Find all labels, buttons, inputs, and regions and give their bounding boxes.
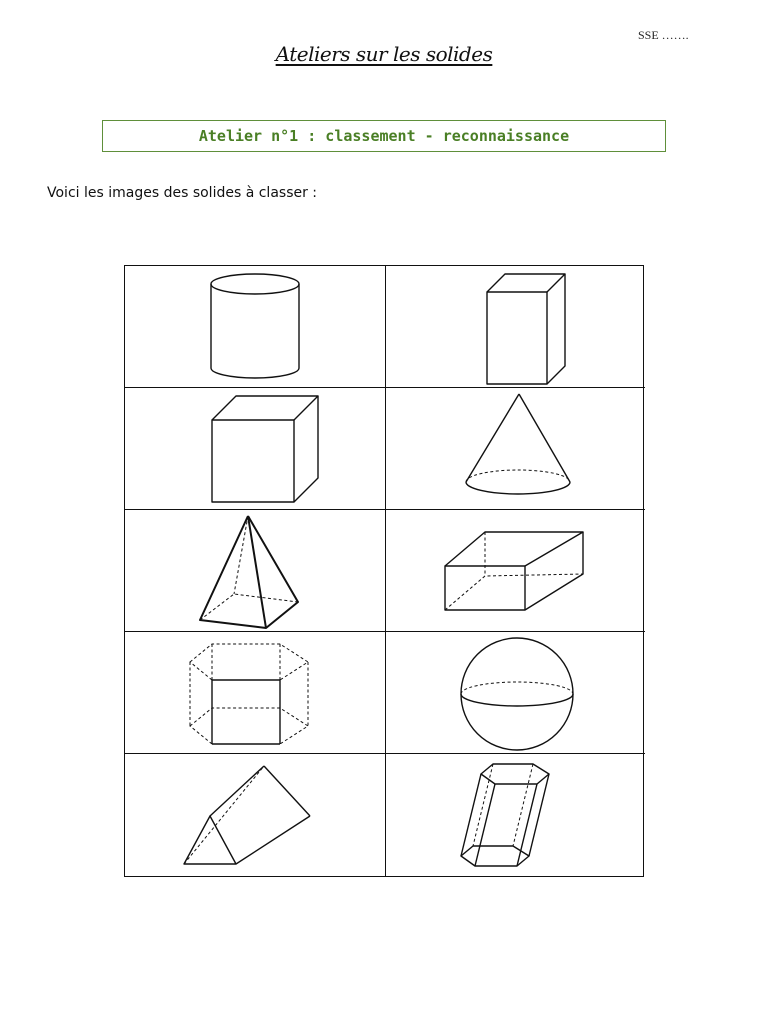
- triangular-prism-icon: [180, 756, 330, 874]
- cone-icon: [441, 390, 591, 508]
- solid-cell: [125, 388, 386, 510]
- solid-cell: [386, 266, 645, 388]
- solid-cell: [125, 510, 386, 632]
- cylinder-icon: [180, 268, 330, 386]
- solids-table: [124, 265, 644, 877]
- solid-cell: [386, 510, 645, 632]
- sse-label: SSE …….: [638, 28, 689, 42]
- atelier-title-box: [102, 120, 666, 152]
- rectangular-prism-flat-icon: [441, 512, 591, 630]
- oblique-hexagonal-prism-icon: [441, 756, 591, 874]
- sphere-icon: [441, 634, 591, 752]
- rectangular-prism-tall-icon: [441, 268, 591, 386]
- cube-icon: [180, 390, 330, 508]
- solid-cell: [125, 266, 386, 388]
- solid-cell: [125, 754, 386, 876]
- solid-cell: [125, 632, 386, 754]
- hexagonal-prism-icon: [180, 634, 330, 752]
- intro-text: Voici les images des solides à classer :: [47, 185, 318, 201]
- atelier-title: Atelier n°1 : classement - reconnaissance: [198, 127, 570, 145]
- solid-cell: [386, 632, 645, 754]
- solid-cell: [386, 388, 645, 510]
- solid-cell: [386, 754, 645, 876]
- page-title: Ateliers sur les solides: [275, 42, 493, 66]
- square-pyramid-icon: [180, 512, 330, 630]
